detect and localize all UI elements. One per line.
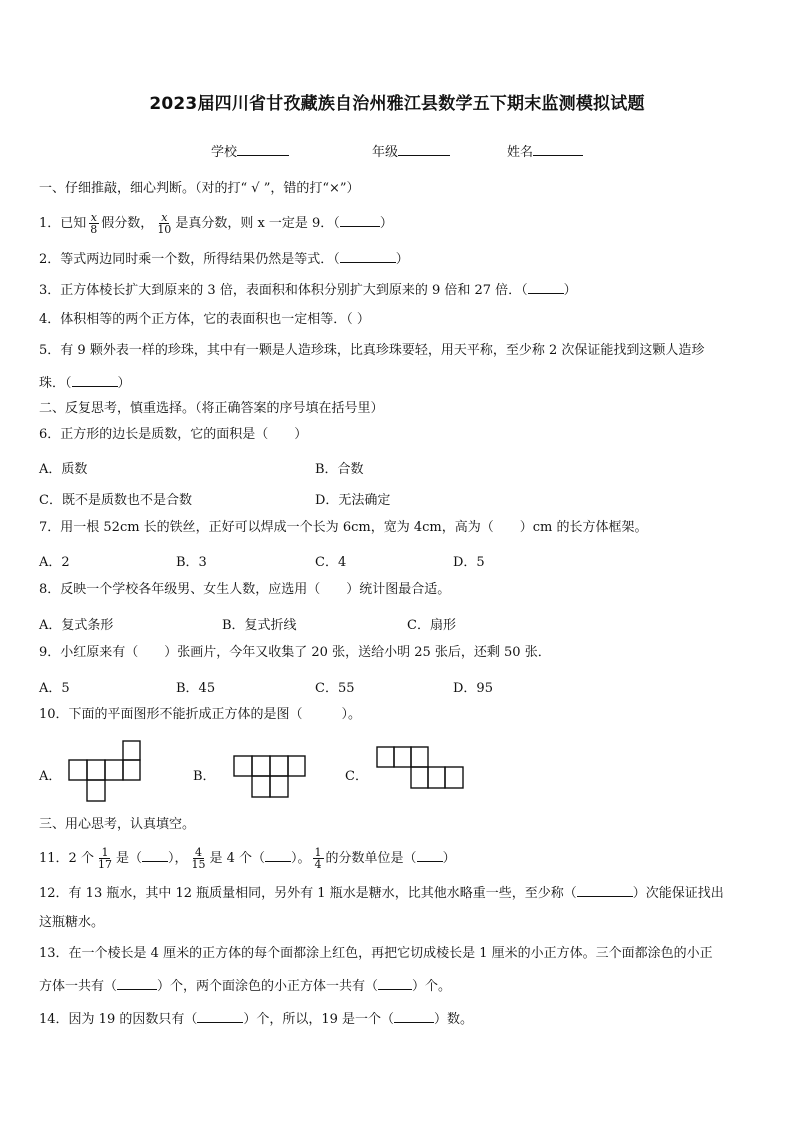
q6-option-d[interactable]: D．无法确定 xyxy=(315,493,391,508)
question-12-cont: 这瓶糖水。 xyxy=(39,915,105,930)
q14-blank-2[interactable] xyxy=(394,1010,434,1023)
q14-blank-1[interactable] xyxy=(197,1010,243,1023)
q6-option-c[interactable]: C．既不是质数也不是合数 xyxy=(39,493,192,508)
q4-num: 4． xyxy=(39,312,61,327)
q11-num: 11． xyxy=(39,851,69,866)
q14-mid: ）个，所以，19 是一个（ xyxy=(243,1012,395,1027)
question-1 xyxy=(39,212,758,235)
q9-option-a[interactable]: A．5 xyxy=(39,681,70,696)
q13-blank-2[interactable] xyxy=(378,977,412,990)
q11-f2-num: 4 xyxy=(194,846,202,859)
q6-option-b[interactable]: B．合数 xyxy=(315,462,364,477)
school-field[interactable] xyxy=(211,141,289,160)
question-7: 7．用一根 52cm 长的铁丝，正好可以焊成一个长为 6cm，宽为 4cm，高为（ ）cm 的长方体框架。 xyxy=(39,520,648,535)
question-2 xyxy=(39,250,758,268)
q1-text-c: 是真分数，则 x 一定是 9．（ xyxy=(175,216,340,231)
question-4 xyxy=(39,312,758,328)
grade-label: 年级 xyxy=(372,145,399,160)
q14-end: ）数。 xyxy=(434,1012,474,1027)
q13-text-b: ）个，两个面涂色的小正方体一共有（ xyxy=(157,979,379,994)
q11-blank-2[interactable] xyxy=(265,849,291,862)
q9-option-b[interactable]: B．45 xyxy=(176,681,216,696)
q1-num: 1． xyxy=(39,216,61,231)
q4-text: 体积相等的两个正方体，它的表面积也一定相等．（ ） xyxy=(60,312,370,327)
q7-option-b[interactable]: B．3 xyxy=(176,555,207,570)
q7-option-c[interactable]: C．4 xyxy=(315,555,347,570)
q1-f2-den: 10 xyxy=(157,223,172,236)
q1-text-a: 已知 xyxy=(60,216,87,231)
q5-text2: 珠．（ xyxy=(39,376,72,391)
school-label: 学校 xyxy=(211,145,238,160)
q14-text: 14．因为 19 的因数只有（ xyxy=(39,1012,198,1027)
q8-option-c[interactable]: C．扇形 xyxy=(407,618,456,633)
question-8: 8．反映一个学校各年级男、女生人数，应选用（ ）统计图最合适。 xyxy=(39,582,451,597)
q11-text-g: ） xyxy=(442,851,456,866)
q9-option-d[interactable]: D．95 xyxy=(453,681,493,696)
q8-option-b[interactable]: B．复式折线 xyxy=(222,618,297,633)
q11-blank-3[interactable] xyxy=(417,849,443,862)
q2-text: 等式两边同时乘一个数，所得结果仍然是等式．（ xyxy=(60,252,340,267)
q1-text-b: 假分数， xyxy=(101,216,154,231)
q12-end: ）次能保证找出 xyxy=(632,886,724,901)
q12-text: 12．有 13 瓶水，其中 12 瓶质量相同，另外有 1 瓶水是糖水，比其他水略重一些，至少称（ xyxy=(39,886,577,901)
question-11 xyxy=(39,847,758,870)
q2-end: ） xyxy=(395,252,409,267)
q11-fraction-3 xyxy=(313,847,324,870)
q9-option-c[interactable]: C．55 xyxy=(315,681,355,696)
q11-blank-1[interactable] xyxy=(142,849,168,862)
q2-num: 2． xyxy=(39,252,61,267)
q11-f1-den: 17 xyxy=(97,858,112,871)
q3-answer-blank[interactable] xyxy=(528,281,564,294)
grade-blank[interactable] xyxy=(398,143,450,156)
question-14 xyxy=(39,1010,758,1028)
q13-text-a: 方体一共有（ xyxy=(39,979,118,994)
q11-fraction-2 xyxy=(189,847,207,870)
cube-net-a xyxy=(68,740,142,804)
page-title: 2023届四川省甘孜藏族自治州雅江县数学五下期末监测模拟试题 xyxy=(149,94,645,114)
q11-f3-den: 4 xyxy=(314,858,322,871)
question-13-cont xyxy=(39,977,758,995)
q13-blank-1[interactable] xyxy=(117,977,157,990)
q2-answer-blank[interactable] xyxy=(340,250,396,263)
q13-text-c: ）个。 xyxy=(412,979,452,994)
question-10: 10．下面的平面图形不能折成正方体的是图（ ）。 xyxy=(39,707,362,722)
q1-f2-num: x xyxy=(161,211,168,224)
q10-option-a[interactable]: A． xyxy=(39,769,62,784)
question-3 xyxy=(39,281,758,299)
question-5-cont xyxy=(39,374,758,392)
q7-option-a[interactable]: A．2 xyxy=(39,555,70,570)
question-5 xyxy=(39,343,758,359)
grade-field[interactable] xyxy=(372,141,450,160)
q3-text: 正方体棱长扩大到原来的 3 倍，表面积和体积分别扩大到原来的 9 倍和 27 倍．（ xyxy=(60,283,528,298)
q1-f1-den: 8 xyxy=(90,223,98,236)
name-label: 姓名 xyxy=(507,145,534,160)
q10-option-c[interactable]: C． xyxy=(345,769,368,784)
q1-fraction-2 xyxy=(155,212,173,235)
section2-heading: 二、反复思考，慎重选择。（将正确答案的序号填在括号里） xyxy=(39,401,384,416)
q5-answer-blank[interactable] xyxy=(72,374,118,387)
q3-num: 3． xyxy=(39,283,61,298)
name-field[interactable] xyxy=(507,141,583,160)
question-12 xyxy=(39,884,758,902)
q12-answer-blank[interactable] xyxy=(577,884,633,897)
q11-fraction-1 xyxy=(96,847,114,870)
q5-end: ） xyxy=(117,376,131,391)
q5-text: 有 9 颗外表一样的珍珠，其中有一颗是人造珍珠，比真珍珠要轻，用天平称，至少称 2 次保证能找到这颗人造珍 xyxy=(60,343,705,358)
q5-num: 5． xyxy=(39,343,61,358)
cube-net-c xyxy=(376,746,466,790)
name-blank[interactable] xyxy=(533,143,583,156)
q11-f1-num: 1 xyxy=(101,846,109,859)
q1-fraction-1 xyxy=(88,212,99,235)
question-13: 13．在一个棱长是 4 厘米的正方体的每个面都涂上红色，再把它切成棱长是 1 厘米的小正方体。三个面都涂色的小正 xyxy=(39,946,713,961)
question-9: 9．小红原来有（ ）张画片，今年又收集了 20 张，送给小明 25 张后，还剩 50 张． xyxy=(39,645,551,660)
q6-option-a[interactable]: A．质数 xyxy=(39,462,88,477)
q11-text-f: 的分数单位是（ xyxy=(325,851,417,866)
q11-text-a: 2 个 xyxy=(68,851,94,866)
q11-text-c: ）， xyxy=(167,851,188,866)
school-blank[interactable] xyxy=(237,143,289,156)
section3-heading: 三、用心思考，认真填空。 xyxy=(39,817,196,832)
q10-option-b[interactable]: B． xyxy=(193,769,216,784)
q11-f2-den: 15 xyxy=(191,858,206,871)
question-6: 6．正方形的边长是质数，它的面积是（ ） xyxy=(39,427,308,442)
q1-text-d: ） xyxy=(379,216,393,231)
q11-f3-num: 1 xyxy=(314,846,322,859)
q11-text-d: 是 4 个（ xyxy=(209,851,266,866)
q11-text-e: ）。 xyxy=(291,851,311,866)
q11-text-b: 是（ xyxy=(115,851,142,866)
cube-net-b xyxy=(233,755,307,799)
q1-answer-blank[interactable] xyxy=(340,214,380,227)
q7-option-d[interactable]: D．5 xyxy=(453,555,485,570)
q3-end: ） xyxy=(563,283,577,298)
section1-heading: 一、仔细推敲，细心判断。（对的打“ √ ”，错的打“×”） xyxy=(39,181,360,196)
q1-f1-num: x xyxy=(90,211,97,224)
q8-option-a[interactable]: A．复式条形 xyxy=(39,618,114,633)
